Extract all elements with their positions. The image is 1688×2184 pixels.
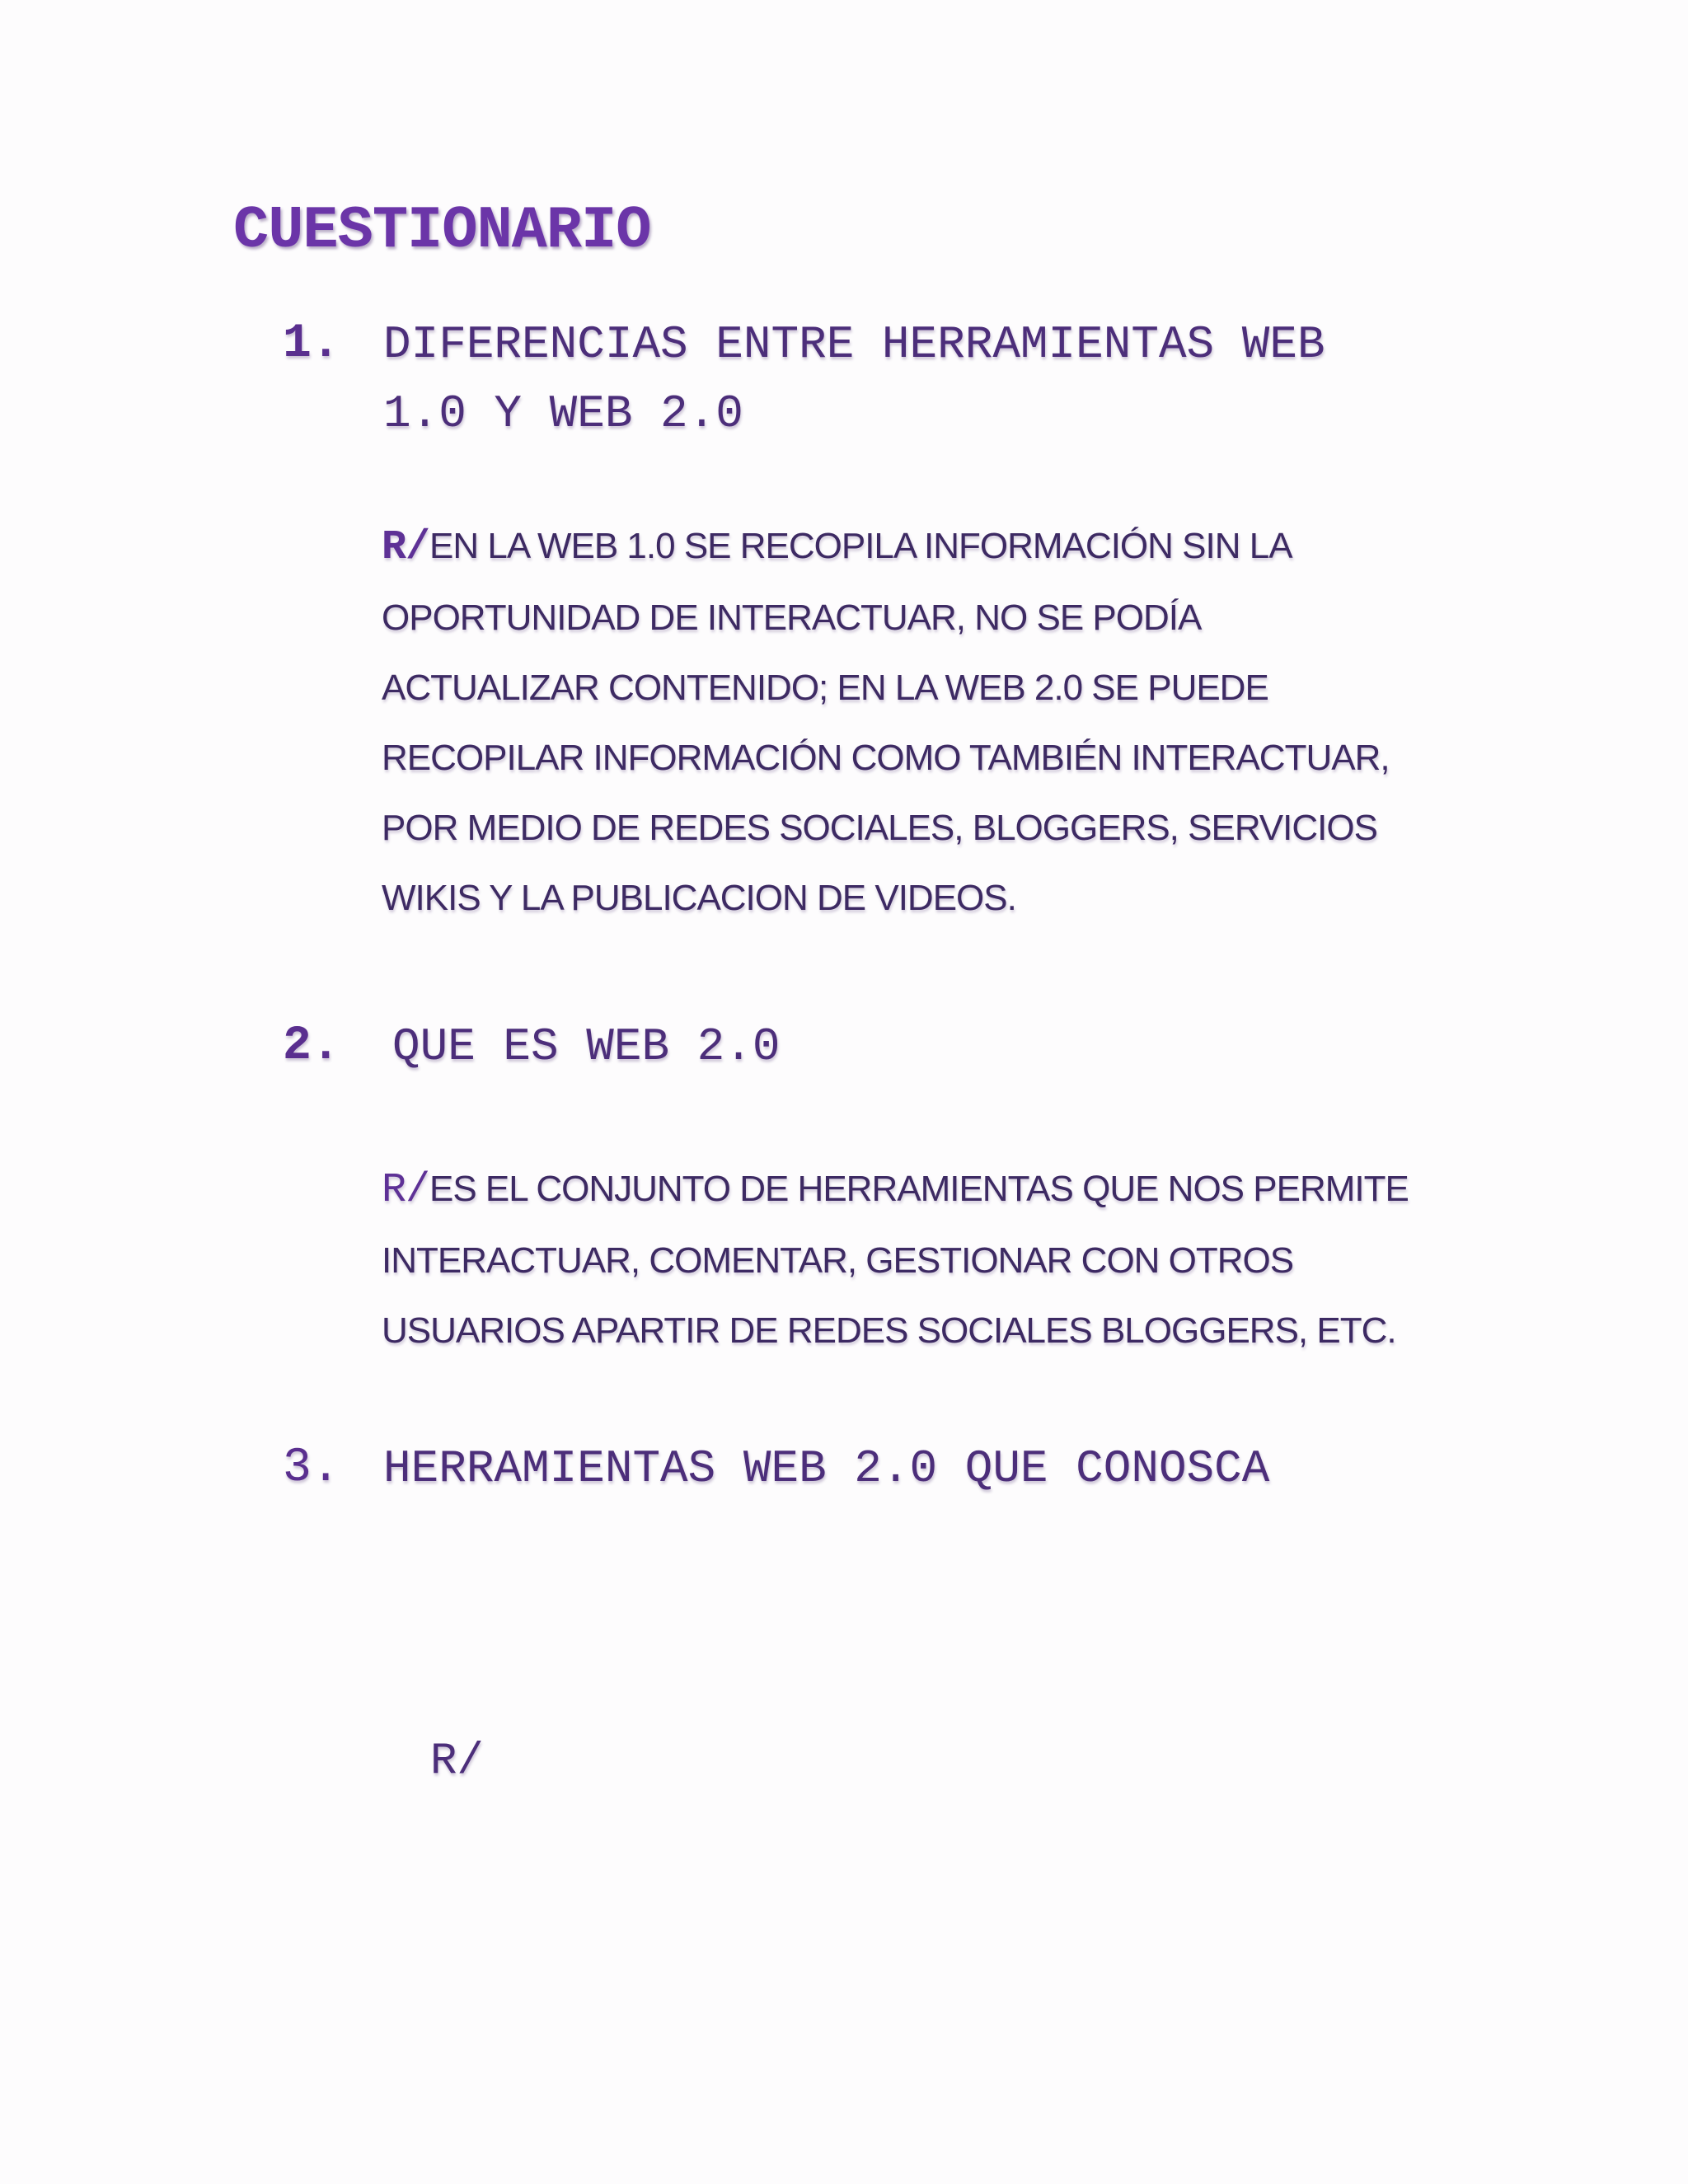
answer-1-line-5: POR MEDIO DE REDES SOCIALES, BLOGGERS, SERVICIOS <box>382 808 1377 848</box>
answer-2-line-2: INTERACTUAR, COMENTAR, GESTIONAR CON OTROS <box>382 1240 1294 1281</box>
answer-1-line-1 <box>382 511 1390 583</box>
answer-1 <box>382 511 1390 933</box>
question-1-line-2: 1.0 Y WEB 2.0 <box>383 387 743 440</box>
question-1-line-1: DIFERENCIAS ENTRE HERRAMIENTAS WEB <box>383 318 1325 371</box>
answer-2-line-3: USUARIOS APARTIR DE REDES SOCIALES BLOGGERS, ETC. <box>382 1310 1396 1351</box>
question-2-text <box>392 1012 780 1081</box>
answer-1-line-6: WIKIS Y LA PUBLICACION DE VIDEOS. <box>382 878 1016 918</box>
question-1-text <box>383 310 1325 448</box>
answer-2-line-1 <box>382 1154 1409 1226</box>
question-3-text <box>383 1434 1269 1503</box>
answer-2-prefix: R/ <box>382 1167 430 1214</box>
answer-2-line-1-text: ES EL CONJUNTO DE HERRAMIENTAS QUE NOS PERMITE <box>429 1169 1409 1209</box>
answer-1-line-2: OPORTUNIDAD DE INTERACTUAR, NO SE PODÍA <box>382 598 1202 638</box>
question-3-number: 3. <box>283 1441 340 1495</box>
answer-1-line-3: ACTUALIZAR CONTENIDO; EN LA WEB 2.0 SE PUEDE <box>382 668 1268 708</box>
question-1-number: 1. <box>283 317 340 371</box>
answer-1-line-4: RECOPILAR INFORMACIÓN COMO TAMBIÉN INTERACTUAR, <box>382 738 1390 778</box>
question-2-line-1: QUE ES WEB 2.0 <box>392 1020 781 1073</box>
question-2-number: 2. <box>283 1019 340 1073</box>
answer-1-line-1-text: EN LA WEB 1.0 SE RECOPILA INFORMACIÓN SIN LA <box>429 526 1292 566</box>
question-3-line-1: HERRAMIENTAS WEB 2.0 QUE CONOSCA <box>383 1442 1270 1495</box>
answer-3-prefix: R/ <box>430 1736 484 1787</box>
answer-2 <box>382 1154 1409 1366</box>
page-title: CUESTIONARIO <box>233 197 651 265</box>
answer-1-prefix: R/ <box>382 524 430 571</box>
